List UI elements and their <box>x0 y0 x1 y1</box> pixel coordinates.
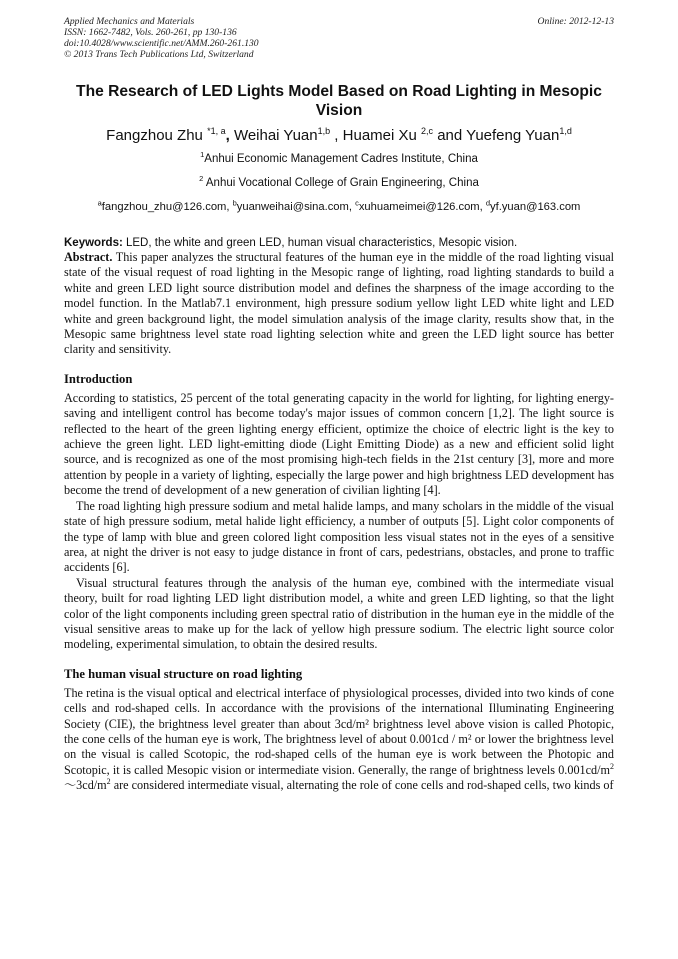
affiliation-2 <box>64 176 614 190</box>
issn-line: ISSN: 1662-7482, Vols. 260-261, pp 130-136 <box>64 27 237 38</box>
keywords-line <box>64 236 614 250</box>
email-marker: d <box>485 198 491 208</box>
visual-structure-paragraph <box>64 686 614 794</box>
author-superscript: 1,b <box>317 126 331 136</box>
affiliation-marker: 2 <box>199 174 204 184</box>
author-name: Fangzhou Zhu <box>106 127 208 144</box>
section-heading-introduction: Introduction <box>64 371 133 386</box>
intro-paragraph-1: According to statistics, 25 percent of the total generating capacity in the world for lighting, for lighting energy-saving and intelligent control has become today's major issues of common concern [1,2]. The light source is reflected to the heart of the green lighting energy efficient, optimize the choice of electric light is the key to achieve the green light. LED light-emitting diode (Light Emitting Diode) as a new and efficient solid light source, and is recognized as one of the most promising high-tech fields in the 21st century [3], more and more attention by people in a variety of lighting, especially the large power and high brightness LED development has become the trend of development of a new generation of civilian lighting [4]. <box>64 390 614 498</box>
email-marker: b <box>232 198 237 208</box>
publication-header <box>64 16 614 60</box>
author-list <box>64 126 614 146</box>
unit-superscript: 2 <box>106 777 111 787</box>
email-address[interactable]: yuanweihai@sina.com, <box>236 201 356 213</box>
author-superscript: *1, a <box>207 126 226 136</box>
author-name: Huamei Xu <box>342 127 422 144</box>
affiliation-marker: 1 <box>200 150 205 160</box>
affiliation-1 <box>64 152 614 166</box>
paragraph-text: are considered intermediate visual, alternating the role of cone cells and rod-shaped cells, two kinds of <box>110 778 614 793</box>
unit-superscript: 2 <box>610 761 614 771</box>
copyright-line: © 2013 Trans Tech Publications Ltd, Switzerland <box>64 49 254 60</box>
author-separator: and <box>433 127 467 144</box>
author-superscript: 2,c <box>421 126 434 136</box>
keywords-text: LED, the white and green LED, human visual characteristics, Mesopic vision. <box>122 237 518 249</box>
paragraph-text: The retina is the visual optical and electrical interface of physiological processes, divided into two kinds of cone cells and rod-shaped cells. In accordance with the provisions of the international Illuminating Engineering Society (CIE), the brightness level greater than about 3cd/m² brightness level above vision is called Photopic, the cone cells of the human eye is work, The brightness level of about 0.001cd / m² or lower the brightness level on the visual is called Scotopic, the rod-shaped cells of the human eye is work between the Photopic and Scotopic, it is called Mesopic vision or intermediate vision. Generally, the range of brightness levels 0.001cd/m <box>64 685 614 777</box>
author-separator: , <box>225 127 234 144</box>
intro-paragraph-3: Visual structural features through the analysis of the human eye, combined with the intermediate visual theory, built for road lighting LED light distribution model, a white and green LED lighting, so that the light color of the light components including green spectral ratio of distribution in the human eye in the middle of the visual sensitive areas to make up for the lack of yellow high pressure sodium. The electric light source color modeling, experimental simulation, to obtain the desired results. <box>64 575 614 652</box>
intro-paragraph-2: The road lighting high pressure sodium and metal halide lamps, and many scholars in the middle of the visual state of high pressure sodium, metal halide light efficiency, a number of outputs [5]. Light color components of the type of lamp with blue and green colored light composition less visual states not in the eyes of a sensitive area, at night the driver is not easy to judge distance in front of cars, pedestrians, obstacles, and prone to traffic accidents [6]. <box>64 498 614 575</box>
abstract-text: This paper analyzes the structural features of the human eye in the middle of the road lighting visual state of the visual request of road lighting in the Mesopic range of lighting, road lighting standards to build a white and green LED light source distribution model and defines the sharpness of the image according to the model function. In the Matlab7.1 environment, high pressure sodium yellow light LED white light and LED white and green background light, the model simulation analysis of the image clarity, results show that, in the Mesopic same brightness level state road lighting selection white and green the LED light source has better clarity and sensitivity. <box>64 250 614 357</box>
author-name: Weihai Yuan <box>233 127 318 144</box>
paragraph-text: ～3cd/m <box>64 778 107 793</box>
author-superscript: 1,d <box>559 126 572 136</box>
paper-title: The Research of LED Lights Model Based on Road Lighting in Mesopic Vision <box>76 83 602 119</box>
author-separator: , <box>330 127 343 144</box>
abstract-label: Abstract. <box>64 250 113 264</box>
online-date: Online: 2012-12-13 <box>537 16 614 27</box>
doi-line: doi:10.4028/www.scientific.net/AMM.260-261.130 <box>64 38 259 49</box>
email-address[interactable]: fangzhou_zhu@126.com, <box>101 201 233 213</box>
email-address[interactable]: yf.yuan@163.com <box>490 201 581 213</box>
author-name: Yuefeng Yuan <box>466 127 560 144</box>
section-heading-visual-structure: The human visual structure on road lighting <box>64 666 303 681</box>
affiliation-text: Anhui Vocational College of Grain Engineering, China <box>203 177 479 189</box>
abstract-paragraph <box>64 250 614 358</box>
email-address[interactable]: xuhuameimei@126.com, <box>358 201 486 213</box>
journal-name: Applied Mechanics and Materials <box>64 16 195 27</box>
affiliation-text: Anhui Economic Management Cadres Institute, China <box>204 153 478 165</box>
email-list <box>64 200 614 214</box>
keywords-label: Keywords: <box>64 237 123 249</box>
email-marker: a <box>97 198 102 208</box>
email-marker: c <box>355 198 359 208</box>
